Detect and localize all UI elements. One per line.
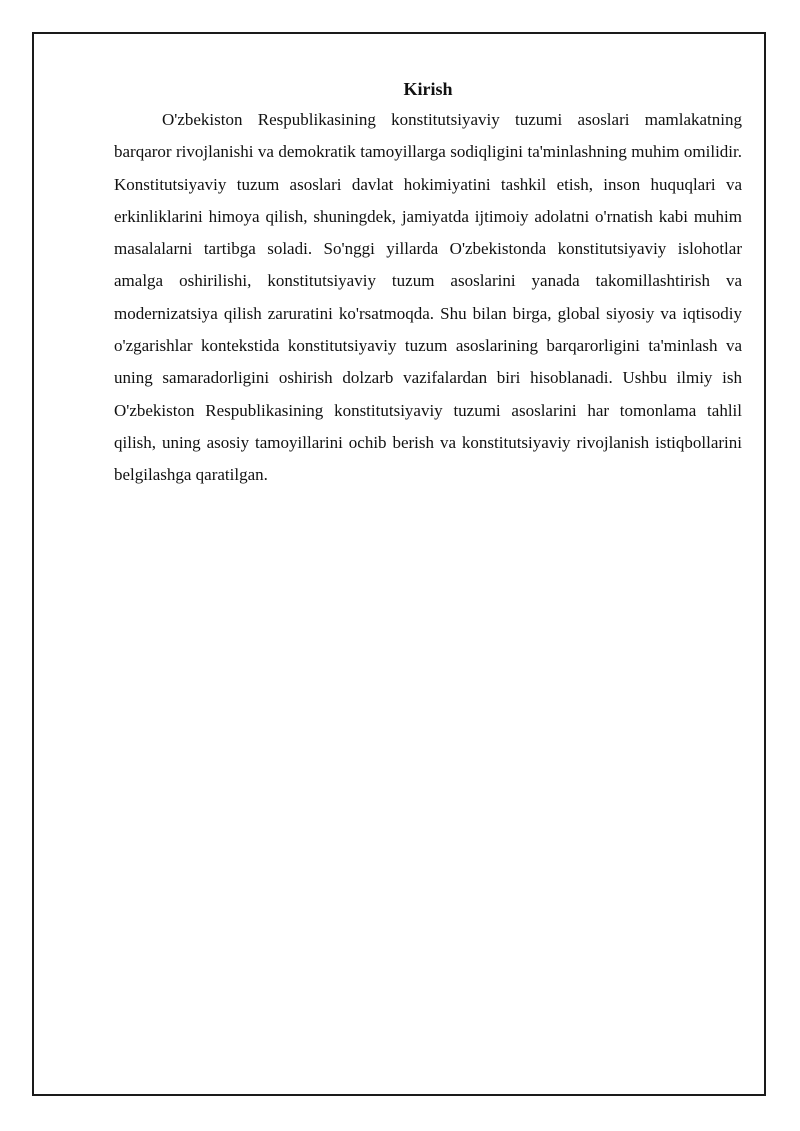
- body-paragraph: O'zbekiston Respublikasining konstitutsiyaviy tuzumi asoslari mamlakatning barqaror rivojlanishi va demokratik tamoyillarga sodiqligini ta'minlashning muhim omilidir. Konstitutsiyaviy tuzum asoslari davlat hokimiyatini tashkil etish, inson huquqlari va erkinliklarini himoya qilish, shuningdek, jamiyatda ijtimoiy adolatni o'rnatish kabi muhim masalalarni tartibga soladi. So'nggi yillarda O'zbekistonda konstitutsiyaviy islohotlar amalga oshirilishi, konstitutsiyaviy tuzum asoslarini yanada takomillashtirish va modernizatsiya qilish zaruratini ko'rsatmoqda. Shu bilan birga, global siyosiy va iqtisodiy o'zgarishlar kontekstida konstitutsiyaviy tuzum asoslarining barqarorligini ta'minlash va uning samaradorligini oshirish dolzarb vazifalardan biri hisoblanadi. Ushbu ilmiy ish O'zbekiston Respublikasining konstitutsiyaviy tuzumi asoslarini har tomonlama tahlil qilish, uning asosiy tamoyillarini ochib berish va konstitutsiyaviy rivojlanish istiqbollarini belgilashga qaratilgan.: [114, 110, 742, 485]
- document-content: [114, 74, 742, 492]
- section-title: Kirish: [403, 79, 453, 99]
